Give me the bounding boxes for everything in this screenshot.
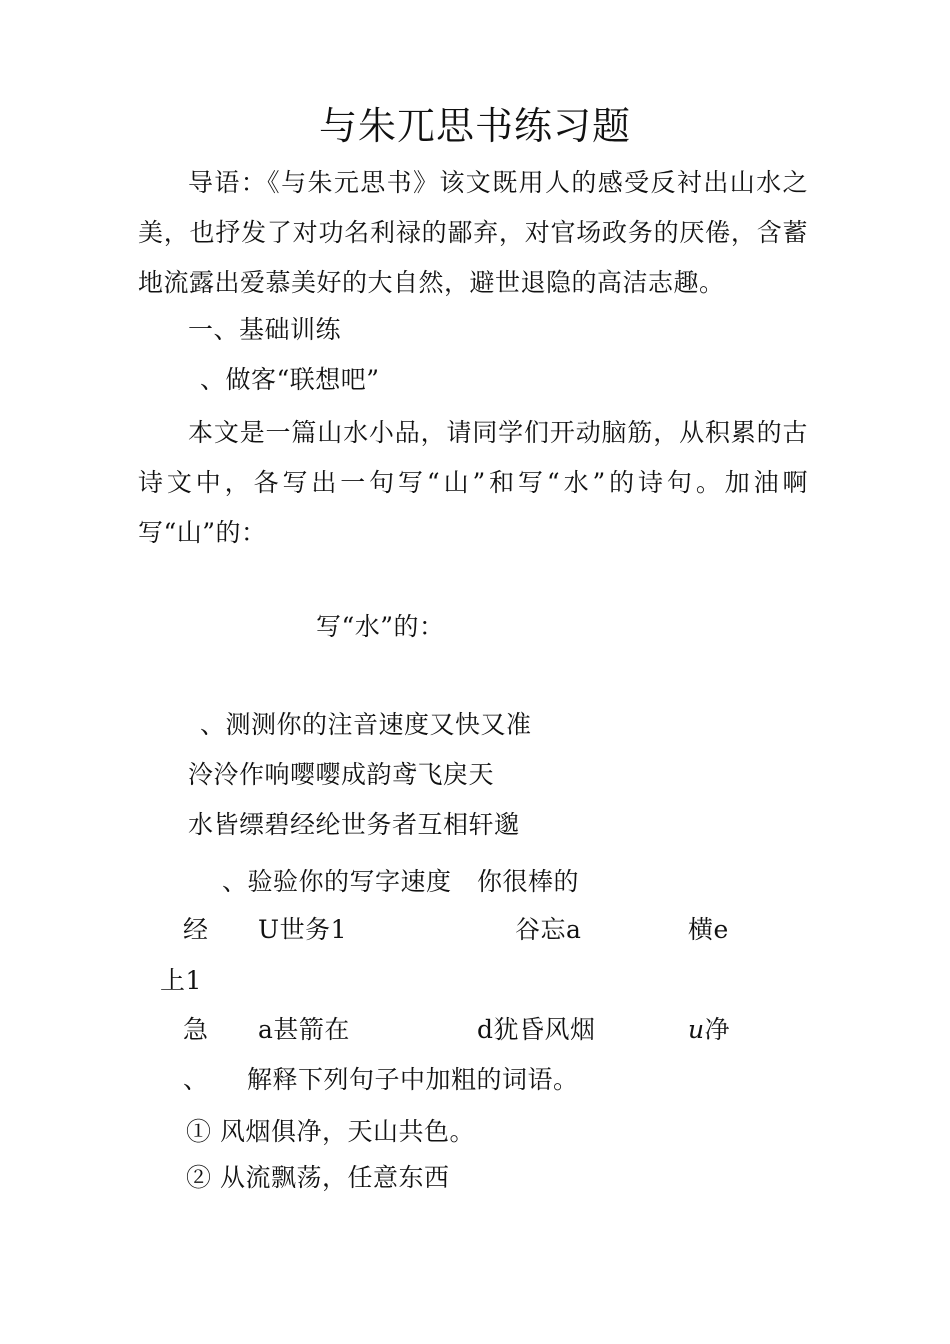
question-3-row1-cell-3: 谷忘a xyxy=(515,915,582,944)
question-4-heading: 、 解释下列句子中加粗的词语。 xyxy=(183,1065,579,1094)
question-1-heading: 、做客“联想吧” xyxy=(200,365,380,394)
question-3-row2-cell-4-char: 净 xyxy=(704,1015,731,1044)
question-4-item-2: ② 从流飘荡，任意东西 xyxy=(186,1163,450,1192)
question-3-row1-wrap: 上1 xyxy=(160,966,202,995)
question-3-row2-cell-4 xyxy=(688,1015,730,1045)
question-3-row2-cell-3: d犹昏风烟 xyxy=(477,1015,596,1044)
intro-paragraph: 导语：《与朱元思书》该文既用人的感受反衬出山水之美，也抒发了对功名利禄的鄙弃，对官场政务的厌倦，含蓄地流露出爱慕美好的大自然，避世退隐的高洁志趣。 xyxy=(138,168,808,297)
question-3-row2-cell-2: a甚箭在 xyxy=(258,1015,350,1044)
question-3-row2-cell-4-letter: u xyxy=(688,1015,705,1044)
question-3-row1-cell-1: 经 xyxy=(183,915,209,944)
question-2-heading: 、测测你的注音速度又快又准 xyxy=(200,710,532,739)
section-heading-basic-training: 一、基础训练 xyxy=(188,315,342,344)
question-3-row1-cell-2: U世务1 xyxy=(258,915,347,944)
question-1-water-prompt: 写“水”的： xyxy=(316,612,445,641)
question-2-line-1: 泠泠作响嘤嘤成韵鸢飞戾天 xyxy=(188,760,495,789)
page-title: 与朱兀思书练习题 xyxy=(318,104,631,148)
question-4-item-1: ① 风烟俱净，天山共色。 xyxy=(186,1117,475,1146)
question-3-row2-cell-1: 急 xyxy=(183,1015,209,1044)
question-2-line-2: 水皆缥碧经纶世务者互相轩邈 xyxy=(188,810,520,839)
question-1-body: 本文是一篇山水小品，请同学们开动脑筋，从积累的古诗文中，各写出一句写“山”和写“水”的诗句。加油啊写“山”的： xyxy=(138,418,808,547)
question-3-heading: 、验验你的写字速度 你很棒的 xyxy=(222,867,580,896)
question-3-row1-cell-4: 横e xyxy=(688,915,729,944)
